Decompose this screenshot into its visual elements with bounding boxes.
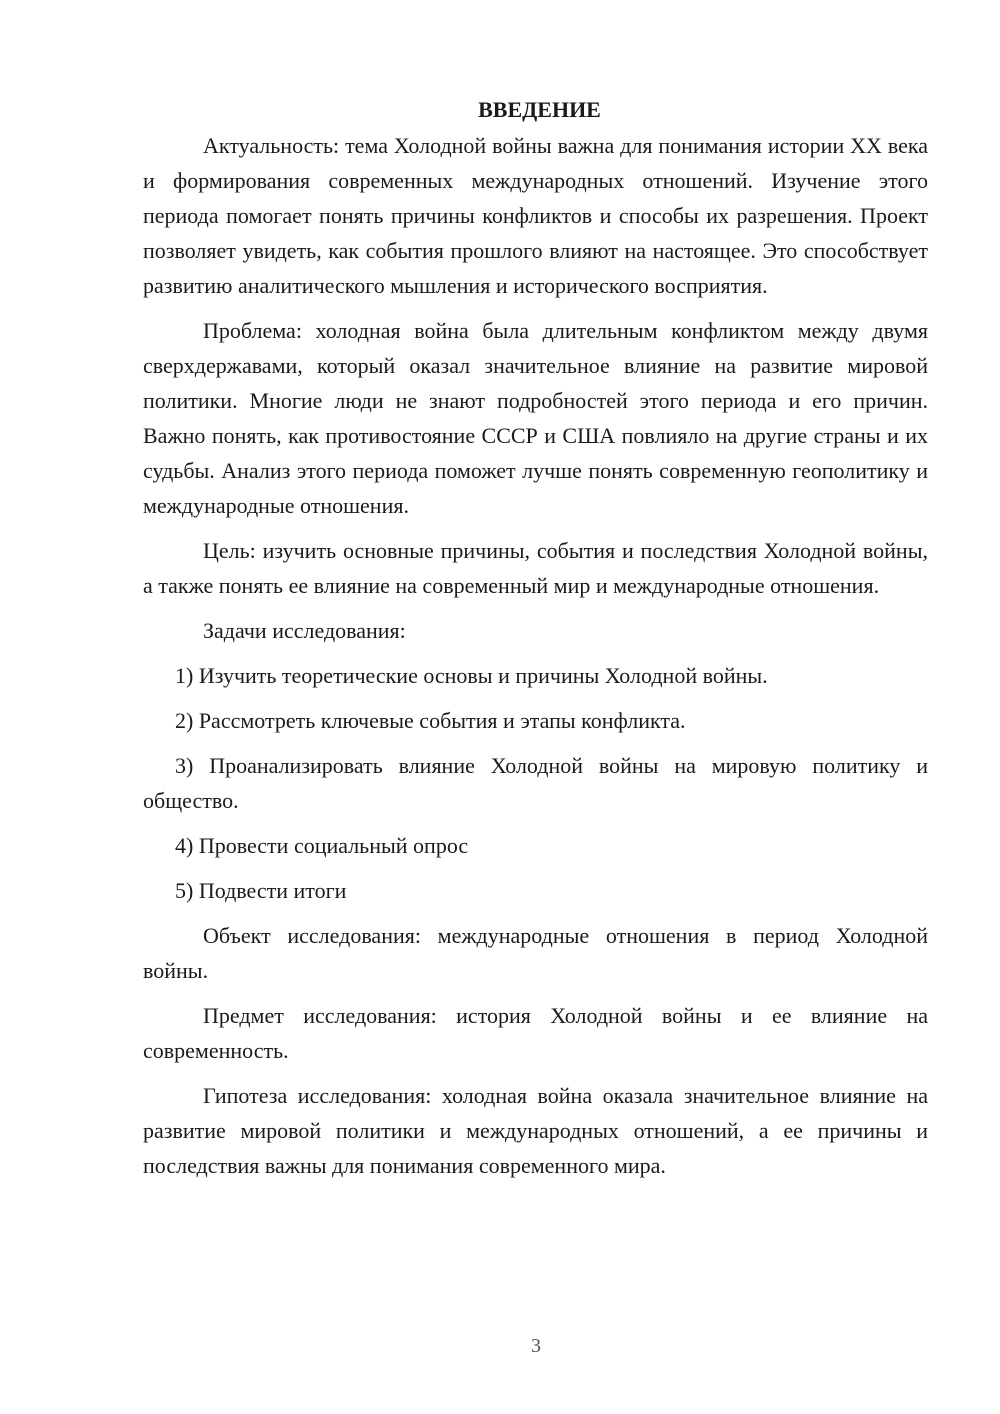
page-title: ВВЕДЕНИЕ [478,97,601,122]
tasks-list [143,658,928,908]
subject-paragraph: Предмет исследования: история Холодной войны и ее влияние на современность. [143,1003,928,1063]
goal-paragraph: Цель: изучить основные причины, события и последствия Холодной войны, а также понять ее влияние на современный мир и международные отношения. [143,538,928,598]
problem-paragraph: Проблема: холодная война была длительным конфликтом между двумя сверхдержавами, который оказал значительное влияние на развитие мировой политики. Многие люди не знают подробностей этого периода и его причин. Важно понять, как противостояние СССР и США повлияло на другие страны и их судьбы. Анализ этого периода поможет лучше понять современную геополитику и международные отношения. [143,318,928,518]
list-item: 5) Подвести итоги [175,878,347,903]
document-page [143,92,928,1183]
list-item: 4) Провести социальный опрос [175,833,469,858]
relevance-paragraph: Актуальность: тема Холодной войны важна для понимания истории XX века и формирования современных международных отношений. Изучение этого периода помогает понять причины конфликтов и способы их разрешения. Проект позволяет увидеть, как события прошлого влияют на настоящее. Это способствует развитию аналитического мышления и исторического восприятия. [143,133,928,298]
list-item: 3) Проанализировать влияние Холодной войны на мировую политику и общество. [143,753,928,813]
object-paragraph: Объект исследования: международные отношения в период Холодной войны. [143,923,928,983]
tasks-title: Задачи исследования: [203,618,406,643]
page-number: 3 [531,1335,541,1357]
list-item: 1) Изучить теоретические основы и причины Холодной войны. [175,663,768,688]
list-item: 2) Рассмотреть ключевые события и этапы конфликта. [175,708,686,733]
hypothesis-paragraph: Гипотеза исследования: холодная война оказала значительное влияние на развитие мировой политики и международных отношений, а ее причины и последствия важны для понимания современного мира. [143,1083,928,1178]
